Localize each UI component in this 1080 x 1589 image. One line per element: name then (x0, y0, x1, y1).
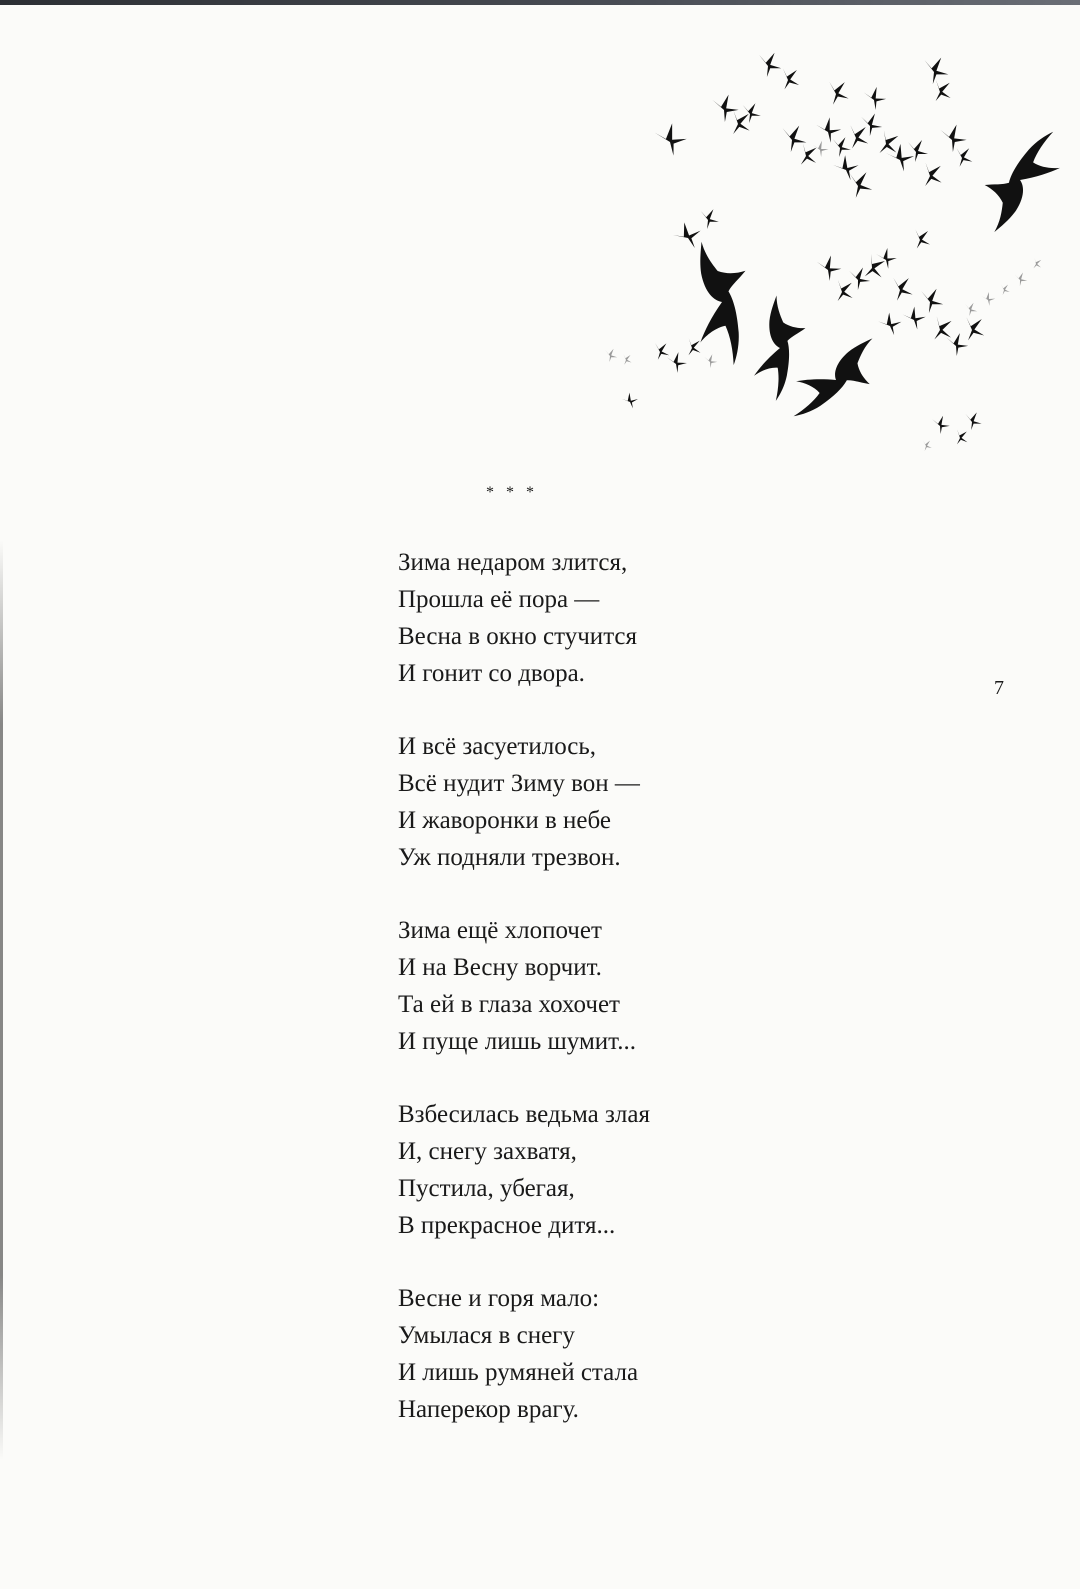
stanza (398, 728, 728, 876)
stanza (398, 544, 728, 692)
poem-line: Всё нудит Зиму вон — (398, 770, 640, 797)
poem-line: И гонит со двора. (398, 660, 585, 687)
poem-line: И на Весну ворчит. (398, 954, 602, 981)
poem-line: Пустила, убегая, (398, 1175, 575, 1202)
page-binding-shadow (0, 540, 3, 1460)
poem-line: И пуще лишь шумит... (398, 1028, 636, 1055)
poem-line: Наперекор врагу. (398, 1396, 579, 1423)
page-number: 7 (994, 677, 1004, 699)
poem-line: И лишь румяней стала (398, 1359, 639, 1386)
page-top-edge (0, 0, 1080, 5)
flock-of-birds-icon (600, 30, 1060, 460)
poem-line: Взбесилась ведьма злая (398, 1101, 650, 1128)
poem-line: Та ей в глаза хохочет (398, 991, 620, 1018)
poem-line: Умылася в снегу (398, 1322, 575, 1349)
poem-line: В прекрасное дитя... (398, 1212, 616, 1239)
poem-line: И, снегу захватя, (398, 1138, 577, 1165)
stanza-separator: * * * (486, 484, 538, 501)
stanza (398, 912, 728, 1060)
poem-line: Прошла её пора — (398, 586, 600, 613)
poem-line: И всё засуетилось, (398, 733, 597, 760)
poem-line: И жаворонки в небе (398, 807, 611, 834)
poem-line: Уж подняли трезвон. (398, 844, 621, 871)
stanza (398, 1096, 728, 1244)
poem-line: Зима недаром злится, (398, 549, 628, 576)
stanza (398, 1280, 728, 1428)
poem (398, 544, 728, 1464)
poem-line: Зима ещё хлопочет (398, 917, 602, 944)
poem-line: Весна в окно стучится (398, 623, 638, 650)
poem-line: Весне и горя мало: (398, 1285, 600, 1312)
